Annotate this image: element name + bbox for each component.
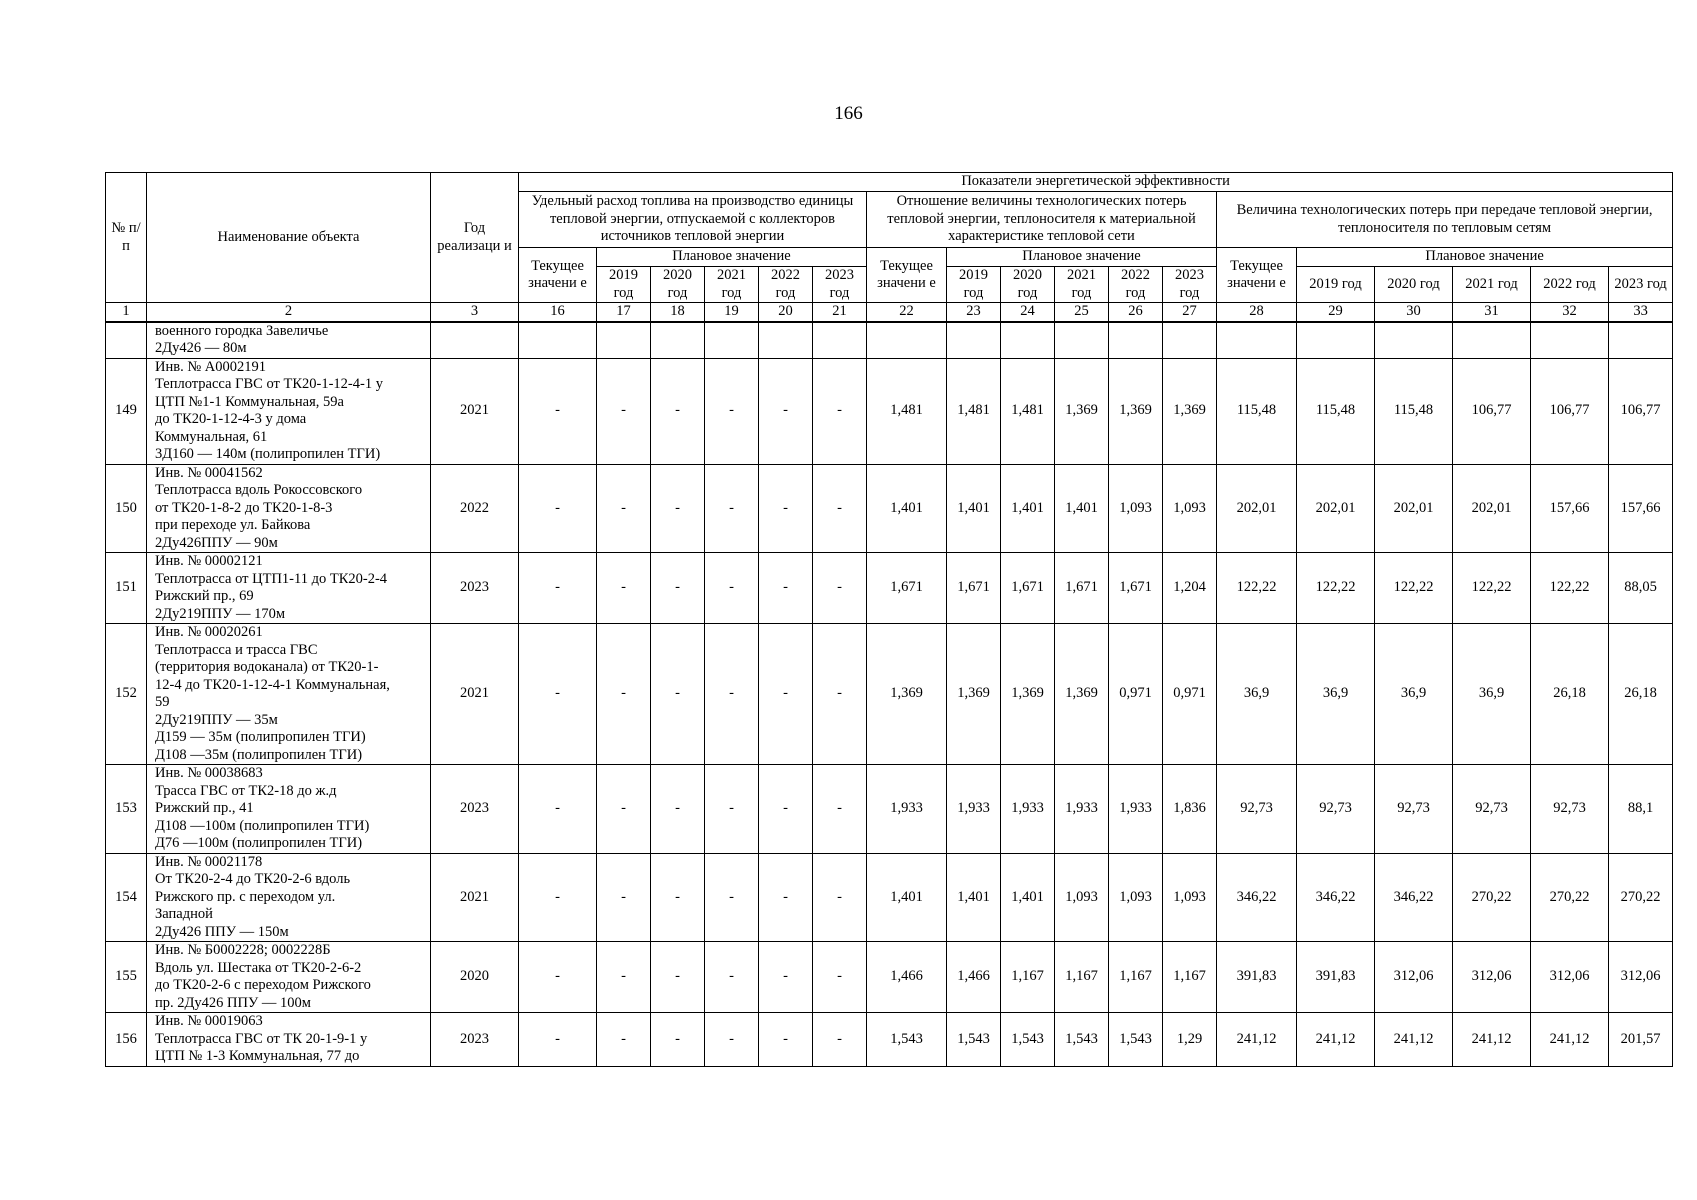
header-year-g2-4: 2022 год [1109,267,1163,303]
value-cell-g1: - [705,765,759,854]
value-cell-g1: - [759,1013,813,1067]
column-index: 30 [1375,303,1453,322]
object-name: военного городка Завеличье 2Ду426 — 80м [147,322,431,359]
value-cell-g3: 270,22 [1531,853,1609,942]
column-index: 26 [1109,303,1163,322]
header-year-g1-4: 2022 год [759,267,813,303]
row-number: 151 [106,553,147,624]
column-index: 17 [597,303,651,322]
value-cell-g3: 92,73 [1531,765,1609,854]
header-no: № п/п [106,173,147,303]
value-cell-g3: 36,9 [1375,624,1453,765]
value-cell-g2: 1,369 [867,624,947,765]
column-index: 3 [431,303,519,322]
value-cell-g1: - [519,853,597,942]
value-cell-g3: 346,22 [1297,853,1375,942]
header-year-g3-5: 2023 год [1609,267,1673,303]
value-cell-g2: 1,369 [1109,358,1163,464]
value-cell-g1 [651,322,705,359]
value-cell-g3: 122,22 [1217,553,1297,624]
value-cell-g3 [1531,322,1609,359]
value-cell-g2 [1055,322,1109,359]
row-number: 156 [106,1013,147,1067]
value-cell-g1: - [705,853,759,942]
column-index: 1 [106,303,147,322]
value-cell-g1: - [705,942,759,1013]
header-index-row [106,303,1673,322]
header-year-g1-1: 2019 год [597,267,651,303]
value-cell-g1: - [705,1013,759,1067]
value-cell-g1: - [813,853,867,942]
value-cell-g2: 0,971 [1163,624,1217,765]
value-cell-g2: 1,671 [1055,553,1109,624]
value-cell-g2: 1,481 [1001,358,1055,464]
value-cell-g3: 122,22 [1375,553,1453,624]
value-cell-g2: 1,167 [1109,942,1163,1013]
value-cell-g2: 1,671 [1001,553,1055,624]
value-cell-g3: 88,1 [1609,765,1673,854]
value-cell-g2: 1,543 [947,1013,1001,1067]
value-cell-g3: 202,01 [1217,464,1297,553]
value-cell-g1 [813,322,867,359]
value-cell-g3: 202,01 [1375,464,1453,553]
row-number: 149 [106,358,147,464]
value-cell-g1: - [597,358,651,464]
value-cell-g3: 312,06 [1531,942,1609,1013]
value-cell-g1: - [597,765,651,854]
value-cell-g2 [1163,322,1217,359]
value-cell-g3: 115,48 [1375,358,1453,464]
object-name: Инв. № 00002121 Теплотрасса от ЦТП1-11 до ТК20-2-4 Рижский пр., 69 2Ду219ППУ — 170м [147,553,431,624]
value-cell-g2: 1,369 [1055,358,1109,464]
implementation-year: 2021 [431,853,519,942]
value-cell-g3: 157,66 [1531,464,1609,553]
object-name: Инв. № А0002191 Теплотрасса ГВС от ТК20-1-12-4-1 у ЦТП №1-1 Коммунальная, 59а до ТК20-1-12-4-3 у дома Коммунальная, 61 3Д160 — 140м (полипропилен ТГИ) [147,358,431,464]
value-cell-g3: 241,12 [1531,1013,1609,1067]
row-number [106,322,147,359]
value-cell-g1: - [597,624,651,765]
value-cell-g2: 1,093 [1109,464,1163,553]
table-row [106,553,1673,624]
value-cell-g2: 1,481 [947,358,1001,464]
value-cell-g3: 391,83 [1297,942,1375,1013]
header-name: Наименование объекта [147,173,431,303]
table-header [106,173,1673,322]
value-cell-g3: 88,05 [1609,553,1673,624]
value-cell-g2 [867,322,947,359]
value-cell-g3: 391,83 [1217,942,1297,1013]
header-current-g3: Текущее значени е [1217,248,1297,303]
value-cell-g1: - [813,358,867,464]
value-cell-g2: 1,167 [1055,942,1109,1013]
value-cell-g1: - [519,358,597,464]
implementation-year: 2020 [431,942,519,1013]
value-cell-g2: 1,369 [1055,624,1109,765]
value-cell-g3: 36,9 [1217,624,1297,765]
header-year-g2-2: 2020 год [1001,267,1055,303]
header-year-g3-4: 2022 год [1531,267,1609,303]
value-cell-g3 [1453,322,1531,359]
value-cell-g2: 1,933 [1109,765,1163,854]
value-cell-g2: 1,466 [867,942,947,1013]
value-cell-g2: 1,401 [1055,464,1109,553]
value-cell-g2: 1,671 [947,553,1001,624]
value-cell-g1: - [813,553,867,624]
value-cell-g3 [1297,322,1375,359]
value-cell-g3: 36,9 [1297,624,1375,765]
value-cell-g3: 26,18 [1531,624,1609,765]
implementation-year: 2023 [431,553,519,624]
value-cell-g1: - [813,942,867,1013]
value-cell-g1: - [519,942,597,1013]
header-year-g1-5: 2023 год [813,267,867,303]
value-cell-g3: 115,48 [1217,358,1297,464]
header-planned-g3: Плановое значение [1297,248,1673,267]
value-cell-g2: 1,369 [1001,624,1055,765]
header-year-g2-5: 2023 год [1163,267,1217,303]
column-index: 23 [947,303,1001,322]
value-cell-g3: 241,12 [1217,1013,1297,1067]
value-cell-g3: 202,01 [1453,464,1531,553]
value-cell-g1: - [813,464,867,553]
value-cell-g1: - [597,464,651,553]
column-index: 2 [147,303,431,322]
column-index: 16 [519,303,597,322]
row-number: 155 [106,942,147,1013]
value-cell-g3: 312,06 [1453,942,1531,1013]
value-cell-g1: - [519,553,597,624]
table-row [106,464,1673,553]
value-cell-g1: - [651,624,705,765]
value-cell-g2: 1,671 [1109,553,1163,624]
implementation-year: 2021 [431,624,519,765]
value-cell-g3: 346,22 [1375,853,1453,942]
value-cell-g1: - [651,853,705,942]
value-cell-g3: 201,57 [1609,1013,1673,1067]
row-number: 154 [106,853,147,942]
value-cell-g2: 1,093 [1055,853,1109,942]
value-cell-g2: 1,671 [867,553,947,624]
value-cell-g1: - [705,553,759,624]
object-name: Инв. № 00041562 Теплотрасса вдоль Рокоссовского от ТК20-1-8-2 до ТК20-1-8-3 при переходе ул. Байкова 2Ду426ППУ — 90м [147,464,431,553]
header-year-g3-2: 2020 год [1375,267,1453,303]
value-cell-g3: 241,12 [1297,1013,1375,1067]
table-row [106,322,1673,359]
value-cell-g1: - [759,624,813,765]
page-number: 166 [834,103,863,124]
value-cell-g3: 122,22 [1297,553,1375,624]
value-cell-g1: - [597,1013,651,1067]
value-cell-g2 [1109,322,1163,359]
value-cell-g2: 1,093 [1109,853,1163,942]
value-cell-g1: - [597,942,651,1013]
value-cell-g1: - [651,1013,705,1067]
value-cell-g1: - [519,624,597,765]
table-row [106,358,1673,464]
row-number: 152 [106,624,147,765]
value-cell-g2: 1,543 [1055,1013,1109,1067]
table-body [106,322,1673,1067]
value-cell-g1: - [759,358,813,464]
value-cell-g1: - [651,464,705,553]
value-cell-g3: 106,77 [1531,358,1609,464]
header-current-g1: Текущее значени е [519,248,597,303]
value-cell-g3: 92,73 [1453,765,1531,854]
value-cell-g3: 270,22 [1453,853,1531,942]
header-group2: Отношение величины технологических потерь тепловой энергии, теплоносителя к материальной характеристике тепловой сети [867,192,1217,248]
header-year-g3-3: 2021 год [1453,267,1531,303]
value-cell-g1: - [597,553,651,624]
table-row [106,765,1673,854]
header-year-g3-1: 2019 год [1297,267,1375,303]
column-index: 29 [1297,303,1375,322]
column-index: 25 [1055,303,1109,322]
value-cell-g3: 346,22 [1217,853,1297,942]
column-index: 32 [1531,303,1609,322]
object-name: Инв. № 00019063 Теплотрасса ГВС от ТК 20-1-9-1 у ЦТП № 1-3 Коммунальная, 77 до [147,1013,431,1067]
object-name: Инв. № 00021178 От ТК20-2-4 до ТК20-2-6 вдоль Рижского пр. с переходом ул. Западной 2Ду426 ППУ — 150м [147,853,431,942]
value-cell-g2: 1,093 [1163,464,1217,553]
column-index: 27 [1163,303,1217,322]
value-cell-g2: 1,401 [867,853,947,942]
column-index: 33 [1609,303,1673,322]
header-planned-g2: Плановое значение [947,248,1217,267]
value-cell-g2: 1,933 [1001,765,1055,854]
value-cell-g3 [1217,322,1297,359]
value-cell-g3: 92,73 [1375,765,1453,854]
header-group1: Удельный расход топлива на производство единицы тепловой энергии, отпускаемой с коллекторов источников тепловой энергии [519,192,867,248]
value-cell-g3: 26,18 [1609,624,1673,765]
value-cell-g2: 1,543 [1109,1013,1163,1067]
value-cell-g1: - [813,765,867,854]
implementation-year: 2023 [431,1013,519,1067]
value-cell-g1: - [651,942,705,1013]
value-cell-g2: 1,543 [867,1013,947,1067]
value-cell-g2: 1,836 [1163,765,1217,854]
column-index: 22 [867,303,947,322]
value-cell-g1: - [651,553,705,624]
value-cell-g3: 312,06 [1609,942,1673,1013]
value-cell-g3: 106,77 [1453,358,1531,464]
value-cell-g3: 106,77 [1609,358,1673,464]
header-year: Год реализаци и [431,173,519,303]
table-row [106,1013,1673,1067]
value-cell-g3: 157,66 [1609,464,1673,553]
column-index: 31 [1453,303,1531,322]
value-cell-g2: 1,481 [867,358,947,464]
value-cell-g1: - [651,765,705,854]
value-cell-g1: - [759,553,813,624]
value-cell-g1: - [813,624,867,765]
value-cell-g2: 1,933 [947,765,1001,854]
value-cell-g2: 1,466 [947,942,1001,1013]
value-cell-g2: 0,971 [1109,624,1163,765]
value-cell-g1: - [705,624,759,765]
value-cell-g2 [1001,322,1055,359]
header-current-g2: Текущее значени е [867,248,947,303]
value-cell-g2: 1,543 [1001,1013,1055,1067]
value-cell-g1: - [519,1013,597,1067]
value-cell-g3: 241,12 [1375,1013,1453,1067]
value-cell-g2: 1,167 [1163,942,1217,1013]
implementation-year: 2023 [431,765,519,854]
value-cell-g2: 1,167 [1001,942,1055,1013]
row-number: 150 [106,464,147,553]
object-name: Инв. № 00038683 Трасса ГВС от ТК2-18 до ж.д Рижский пр., 41 Д108 —100м (полипропилен ТГИ) Д76 —100м (полипропилен ТГИ) [147,765,431,854]
value-cell-g3 [1609,322,1673,359]
column-index: 21 [813,303,867,322]
value-cell-g1 [519,322,597,359]
value-cell-g1: - [759,853,813,942]
row-number: 153 [106,765,147,854]
header-year-g1-2: 2020 год [651,267,705,303]
value-cell-g1 [597,322,651,359]
value-cell-g2: 1,401 [1001,853,1055,942]
value-cell-g1: - [759,765,813,854]
value-cell-g2: 1,933 [867,765,947,854]
value-cell-g1: - [759,942,813,1013]
value-cell-g2: 1,401 [947,464,1001,553]
value-cell-g2: 1,29 [1163,1013,1217,1067]
column-index: 18 [651,303,705,322]
value-cell-g1 [759,322,813,359]
energy-efficiency-table [105,172,1673,1067]
header-planned-g1: Плановое значение [597,248,867,267]
value-cell-g3: 202,01 [1297,464,1375,553]
object-name: Инв. № Б0002228; 0002228Б Вдоль ул. Шестака от ТК20-2-6-2 до ТК20-2-6 с переходом Рижского пр. 2Ду426 ППУ — 100м [147,942,431,1013]
value-cell-g3: 36,9 [1453,624,1531,765]
value-cell-g1: - [519,464,597,553]
column-index: 20 [759,303,813,322]
column-index: 28 [1217,303,1297,322]
value-cell-g1: - [813,1013,867,1067]
value-cell-g1: - [651,358,705,464]
value-cell-g3: 122,22 [1531,553,1609,624]
value-cell-g1: - [705,464,759,553]
value-cell-g3: 312,06 [1375,942,1453,1013]
value-cell-g3: 122,22 [1453,553,1531,624]
value-cell-g3 [1375,322,1453,359]
value-cell-g3: 115,48 [1297,358,1375,464]
value-cell-g2: 1,369 [1163,358,1217,464]
value-cell-g2: 1,401 [947,853,1001,942]
value-cell-g2: 1,093 [1163,853,1217,942]
header-group3: Величина технологических потерь при передаче тепловой энергии, теплоносителя по тепловым сетям [1217,192,1673,248]
implementation-year [431,322,519,359]
value-cell-g1: - [519,765,597,854]
column-index: 24 [1001,303,1055,322]
value-cell-g2: 1,369 [947,624,1001,765]
object-name: Инв. № 00020261 Теплотрасса и трасса ГВС (территория водоканала) от ТК20-1- 12-4 до ТК20-1-12-4-1 Коммунальная, 59 2Ду219ППУ — 35м Д159 — 35м (полипропилен ТГИ) Д108 —35м (полипропилен ТГИ) [147,624,431,765]
column-index: 19 [705,303,759,322]
value-cell-g2: 1,401 [1001,464,1055,553]
value-cell-g3: 92,73 [1297,765,1375,854]
header-year-g1-3: 2021 год [705,267,759,303]
header-year-g2-3: 2021 год [1055,267,1109,303]
value-cell-g1: - [705,358,759,464]
table-row [106,942,1673,1013]
implementation-year: 2021 [431,358,519,464]
implementation-year: 2022 [431,464,519,553]
value-cell-g1 [705,322,759,359]
value-cell-g1: - [759,464,813,553]
value-cell-g3: 270,22 [1609,853,1673,942]
value-cell-g2: 1,204 [1163,553,1217,624]
value-cell-g2: 1,933 [1055,765,1109,854]
value-cell-g3: 241,12 [1453,1013,1531,1067]
value-cell-g1: - [597,853,651,942]
header-group-title: Показатели энергетической эффективности [519,173,1673,192]
table-row [106,624,1673,765]
table-row [106,853,1673,942]
value-cell-g2 [947,322,1001,359]
header-year-g2-1: 2019 год [947,267,1001,303]
value-cell-g2: 1,401 [867,464,947,553]
value-cell-g3: 92,73 [1217,765,1297,854]
